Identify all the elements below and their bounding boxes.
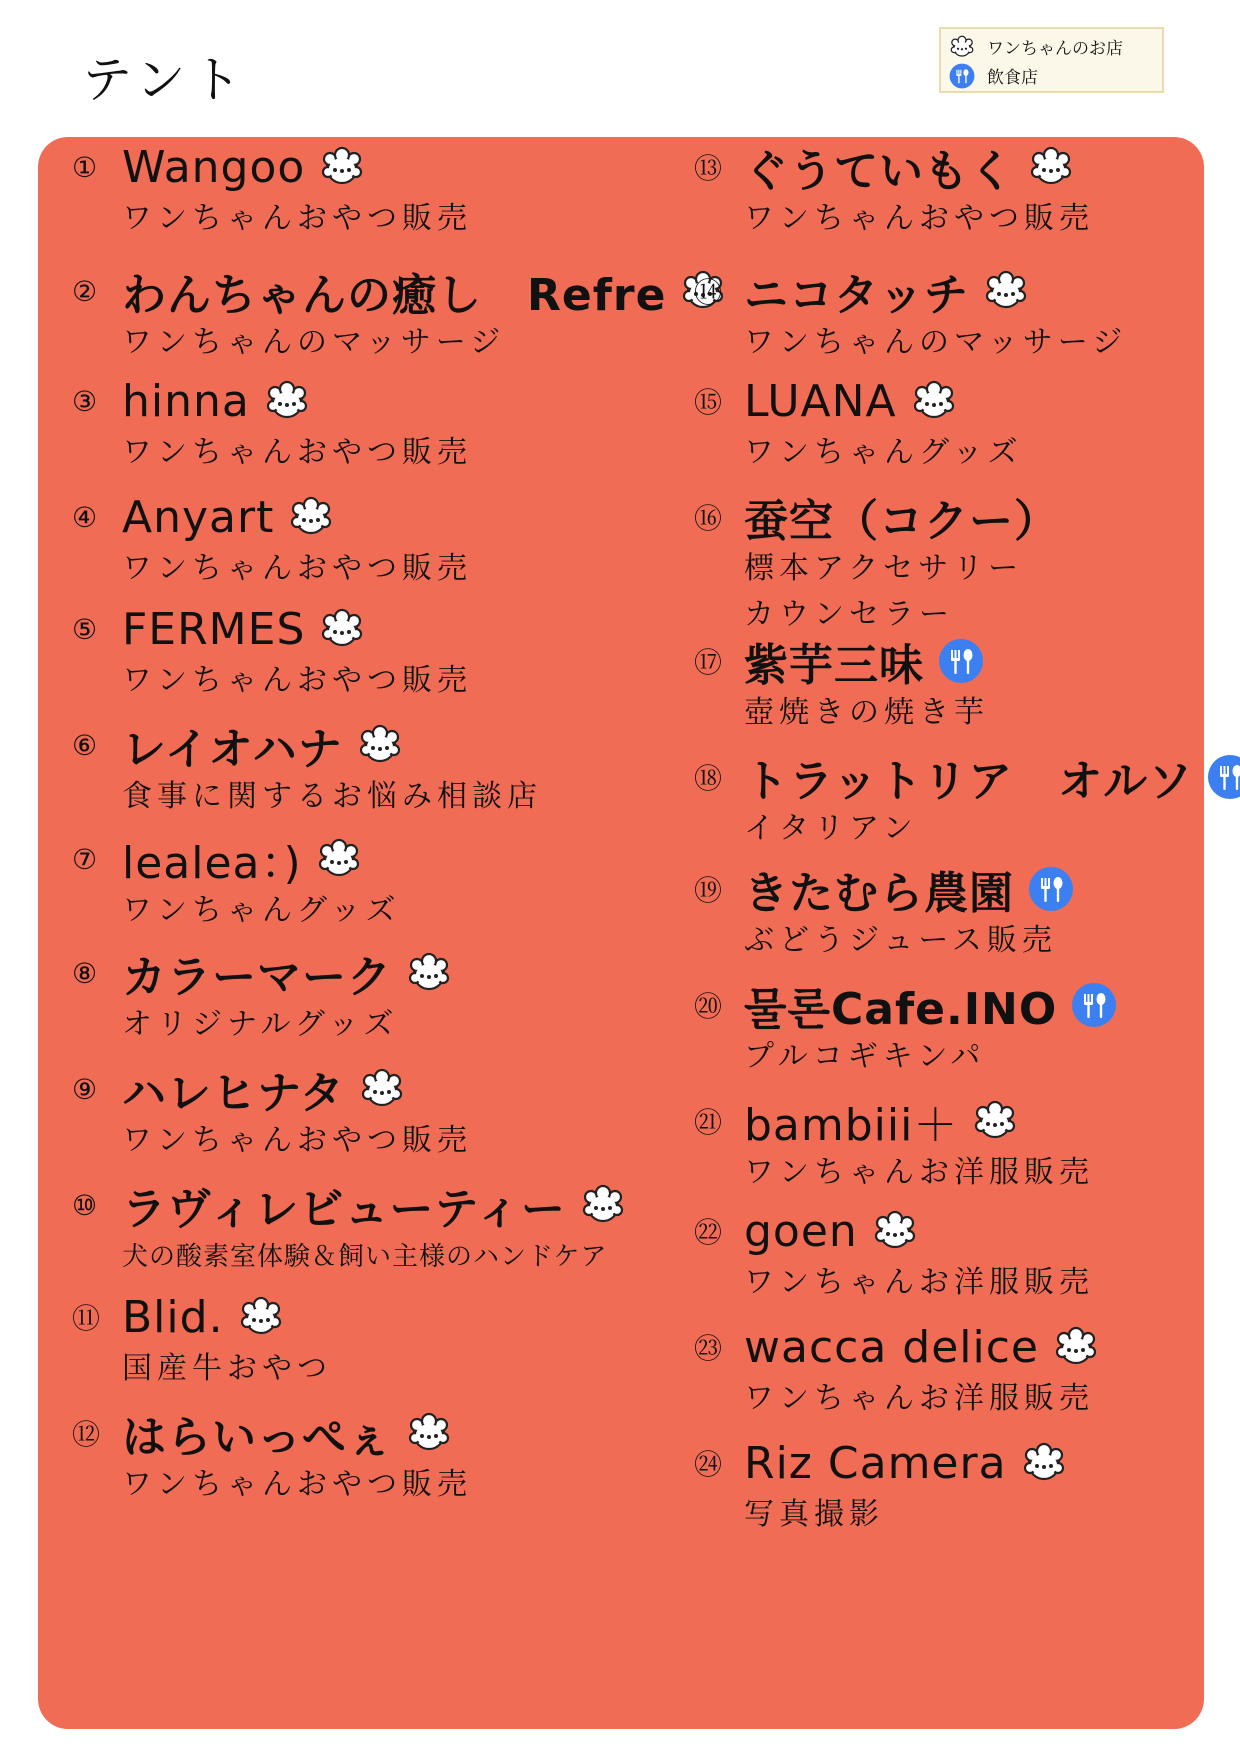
dog-face-icon: [264, 378, 310, 424]
shop-description: ワンちゃんお洋服販売: [744, 1265, 1094, 1300]
shop-entry: [72, 600, 472, 704]
dog-face-icon: [972, 1098, 1018, 1144]
legend-item-dog-shop: [949, 32, 1154, 61]
shop-description: 食事に関するお悩み相談店: [122, 779, 542, 814]
shop-entry: [72, 830, 401, 934]
shop-description: 犬の酸素室体験＆飼い主様のハンドケア: [122, 1242, 608, 1272]
dog-face-icon: [406, 950, 452, 996]
dog-face-icon: [580, 1182, 626, 1228]
shop-description: ワンちゃんおやつ販売: [122, 1123, 472, 1158]
shop-name: LUANA: [744, 375, 897, 427]
shop-entry: [72, 716, 542, 820]
shop-description: 国産牛おやつ: [122, 1351, 332, 1386]
shop-description: ぶどうジュース販売: [744, 923, 1057, 958]
dog-face-icon: [316, 836, 362, 882]
shop-number: ⑮: [694, 386, 723, 419]
shop-number: ⑦: [72, 842, 98, 876]
shop-entry-header: [694, 1092, 1094, 1150]
shop-entry-header: [72, 1060, 472, 1118]
shop-number: ⑤: [72, 612, 98, 646]
dog-face-icon: [1053, 1324, 1099, 1370]
shop-name: goen: [744, 1205, 858, 1257]
shop-name: わんちゃんの癒し Refre: [122, 270, 667, 321]
dog-face-icon: [872, 1208, 918, 1254]
shop-number: ⑩: [72, 1188, 98, 1222]
shop-entry-header: [694, 138, 1094, 196]
shop-entry: [694, 1092, 1094, 1196]
shop-entry-header: [72, 262, 726, 320]
dog-face-icon: [1028, 144, 1074, 190]
shop-name: Wangoo: [122, 141, 306, 193]
shop-name: カラーマーク: [122, 952, 392, 1003]
shop-description: ワンちゃんおやつ販売: [122, 663, 472, 698]
shop-name: Riz Camera: [744, 1437, 1007, 1489]
shop-description: ワンちゃんおやつ販売: [122, 1467, 472, 1502]
shop-number: ⑪: [72, 1302, 101, 1335]
shop-entry: [694, 1318, 1099, 1422]
shop-entry-header: [72, 716, 542, 774]
shop-entry-header: [694, 976, 1117, 1034]
shop-number: ⑯: [694, 502, 723, 535]
shop-name: 蚕空（コクー）: [744, 496, 1059, 547]
shop-entry: [694, 262, 1127, 366]
shop-description: 壺焼きの焼き芋: [744, 695, 989, 730]
shop-name: ハレヒナタ: [122, 1068, 345, 1119]
shop-entry: [72, 1288, 332, 1392]
shop-name: レイオハナ: [122, 724, 343, 775]
shop-entry-header: [72, 830, 401, 888]
shop-number: ①: [72, 150, 98, 184]
legend-label: 飲食店: [987, 68, 1038, 88]
dog-face-icon: [319, 144, 365, 190]
dog-face-icon: [319, 606, 365, 652]
shop-number: ⑱: [694, 762, 723, 795]
shop-entry: [72, 488, 472, 592]
shop-description: 標本アクセサリー: [744, 551, 1024, 586]
dog-face-icon: [983, 268, 1029, 314]
shop-number: ③: [72, 384, 98, 418]
shop-description: カウンセラー: [744, 597, 954, 632]
shop-entry: [72, 944, 452, 1048]
shop-name: 물론Cafe.INO: [744, 984, 1058, 1035]
shop-entry-header: [72, 488, 472, 546]
shop-name: wacca delice: [744, 1321, 1039, 1373]
shop-name: きたむら農園: [744, 868, 1014, 919]
shop-entry-header: [72, 138, 472, 196]
shop-number: ㉔: [694, 1448, 723, 1481]
shop-description: ワンちゃんグッズ: [744, 435, 1023, 470]
shop-name: Blid.: [122, 1291, 224, 1343]
shop-description: 写真撮影: [744, 1497, 884, 1532]
shop-description: ワンちゃんのマッサージ: [744, 325, 1128, 360]
shop-entry-header: [694, 262, 1127, 320]
dog-face-icon: [406, 1410, 452, 1456]
dog-face-icon: [911, 378, 957, 424]
legend: [939, 27, 1164, 93]
shop-description: ワンちゃんおやつ販売: [122, 201, 472, 236]
shop-number: ㉑: [694, 1106, 723, 1139]
shop-entry-header: [694, 488, 1059, 546]
shop-number: ⑧: [72, 956, 98, 990]
dog-face-icon: [1021, 1440, 1067, 1486]
shop-entry: [72, 262, 726, 366]
shop-entry: [72, 1176, 626, 1280]
shop-description: ワンちゃんおやつ販売: [122, 551, 472, 586]
shop-entry-header: [694, 748, 1240, 806]
shop-description: ワンちゃんおやつ販売: [744, 201, 1094, 236]
shop-description: ワンちゃんお洋服販売: [744, 1155, 1094, 1190]
fork-spoon-icon: [1207, 754, 1240, 800]
fork-spoon-icon: [949, 63, 975, 89]
shop-description: ワンちゃんおやつ販売: [122, 435, 472, 470]
shop-entry: [694, 1434, 1067, 1538]
shop-entry: [694, 1202, 1094, 1306]
shop-number: ⑲: [694, 874, 723, 907]
shop-number: ⑳: [694, 990, 723, 1023]
shop-entry: [694, 138, 1094, 242]
shop-name: はらいっぺぇ: [122, 1412, 392, 1463]
page-title: テント: [82, 51, 248, 109]
dog-face-icon: [357, 722, 403, 768]
legend-item-restaurant: [949, 61, 1154, 90]
shop-name: Anyart: [122, 491, 275, 543]
shop-description: プルコギキンパ: [744, 1039, 986, 1074]
shop-number: ㉓: [694, 1332, 723, 1365]
shop-number: ⑬: [694, 152, 723, 185]
shop-number: ⑰: [694, 646, 723, 679]
shop-entry: [694, 632, 989, 736]
fork-spoon-icon: [1028, 866, 1074, 912]
shop-description: イタリアン: [744, 811, 918, 846]
shop-entry: [72, 1060, 472, 1164]
shop-name: トラットリア オルソ: [744, 756, 1194, 807]
shop-name: ニコタッチ: [744, 270, 969, 321]
shop-entry: [694, 488, 1059, 638]
shop-name: ぐうていもく: [744, 146, 1014, 197]
shop-entry: [72, 138, 472, 242]
shop-number: ⑨: [72, 1072, 98, 1106]
shop-entry: [694, 372, 1023, 476]
shop-entry-header: [72, 1176, 626, 1234]
shop-entry: [694, 976, 1117, 1080]
shop-entry-header: [694, 1202, 1094, 1260]
shop-number: ④: [72, 500, 98, 534]
shop-number: ⑫: [72, 1418, 101, 1451]
shop-entry-header: [72, 1288, 332, 1346]
shop-description: ワンちゃんお洋服販売: [744, 1381, 1094, 1416]
shop-description: オリジナルグッズ: [122, 1007, 399, 1042]
shop-entry-header: [694, 1318, 1099, 1376]
fork-spoon-icon: [938, 638, 984, 684]
shop-entry: [694, 860, 1074, 964]
shop-entry-header: [72, 372, 472, 430]
shop-description: ワンちゃんグッズ: [122, 893, 401, 928]
shop-entry: [72, 372, 472, 476]
shop-name: 紫芋三味: [744, 640, 924, 691]
shop-entry-header: [72, 944, 452, 1002]
shop-entry-header: [694, 372, 1023, 430]
shop-number: ⑭: [694, 276, 723, 309]
fork-spoon-icon: [1071, 982, 1117, 1028]
shop-name: bambiii＋: [744, 1100, 959, 1151]
shop-name: ラヴィレビューティー: [122, 1184, 566, 1235]
shop-description: ワンちゃんのマッサージ: [122, 325, 506, 360]
dog-face-icon: [288, 494, 334, 540]
shop-entry-header: [694, 1434, 1067, 1492]
dog-face-icon: [238, 1294, 284, 1340]
shop-entry: [72, 1404, 472, 1508]
shop-name: lealea：): [122, 838, 302, 889]
shop-entry-header: [72, 1404, 472, 1462]
shop-entry: [694, 748, 1240, 852]
legend-label: ワンちゃんのお店: [987, 39, 1123, 59]
shop-name: FERMES: [122, 603, 306, 655]
dog-face-icon: [359, 1066, 405, 1112]
shop-number: ㉒: [694, 1216, 723, 1249]
shop-number: ②: [72, 274, 98, 308]
shop-entry-header: [694, 860, 1074, 918]
shop-entry-header: [694, 632, 989, 690]
shop-number: ⑥: [72, 728, 98, 762]
dog-face-icon: [949, 34, 975, 60]
shop-entry-header: [72, 600, 472, 658]
shop-name: hinna: [122, 375, 250, 427]
